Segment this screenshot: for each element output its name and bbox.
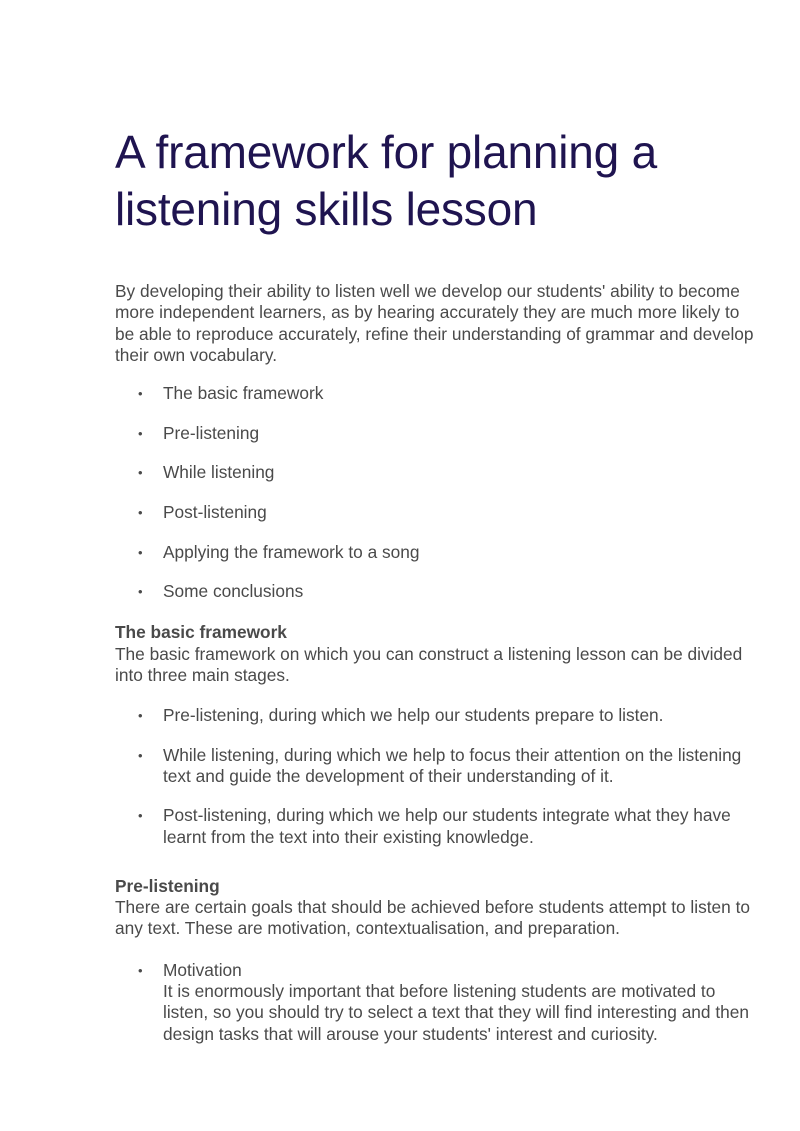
list-item-text: While listening, during which we help to focus their attention on the listening text and guide the development of their understanding of it. (163, 744, 742, 786)
pre-listening-paragraph: There are certain goals that should be achieved before students attempt to listen to any text. These are motivation, contextualisation, and preparation. (115, 897, 750, 939)
list-item[interactable] (115, 383, 755, 404)
list-item[interactable] (115, 502, 755, 523)
bullet-icon: • (138, 386, 143, 402)
bullet-icon: • (138, 584, 143, 600)
document-page (115, 0, 755, 1045)
page-title: A framework for planning a listening skills lesson (115, 126, 657, 235)
list-item-label: Some conclusions (163, 581, 304, 602)
list-item-title: Motivation (163, 959, 242, 980)
bullet-icon: • (138, 708, 143, 724)
list-item (115, 705, 755, 726)
list-item-label: While listening (163, 462, 275, 483)
list-item-text: Pre-listening, during which we help our students prepare to listen. (163, 705, 664, 726)
list-item (115, 745, 755, 788)
list-item-text: Post-listening, during which we help our students integrate what they have learnt from the text into their existing knowledge. (163, 805, 731, 847)
goals-list (115, 960, 755, 1045)
list-item[interactable] (115, 462, 755, 483)
list-item-text: It is enormously important that before listening students are motivated to listen, so you should try to select a text that they will find interesting and then design tasks that will arouse your students' interest and curiosity. (163, 981, 749, 1044)
section-heading-pre-listening: Pre-listening (115, 875, 220, 896)
bullet-icon: • (138, 425, 143, 441)
bullet-icon: • (138, 808, 143, 824)
list-item-label: Post-listening (163, 501, 267, 522)
list-item (115, 805, 755, 848)
list-item[interactable] (115, 423, 755, 444)
bullet-icon: • (138, 747, 143, 763)
section-heading-basic-framework: The basic framework (115, 622, 287, 643)
list-item[interactable] (115, 542, 755, 563)
list-item-label: Pre-listening (163, 422, 260, 443)
contents-list (115, 383, 755, 602)
intro-paragraph: By developing their ability to listen well we develop our students' ability to become more independent learners, as by hearing accurately they are much more likely to be able to reproduce accurately, refine their understanding of grammar and develop their own vocabulary. (115, 281, 754, 365)
list-item[interactable] (115, 581, 755, 602)
list-item (115, 960, 755, 1045)
bullet-icon: • (138, 544, 143, 560)
bullet-icon: • (138, 465, 143, 481)
bullet-icon: • (138, 962, 143, 978)
basic-framework-paragraph: The basic framework on which you can construct a listening lesson can be divided into three main stages. (115, 643, 743, 686)
list-item-label: Applying the framework to a song (163, 541, 420, 562)
bullet-icon: • (138, 504, 143, 520)
stages-list (115, 705, 755, 847)
list-item-label: The basic framework (163, 383, 324, 404)
